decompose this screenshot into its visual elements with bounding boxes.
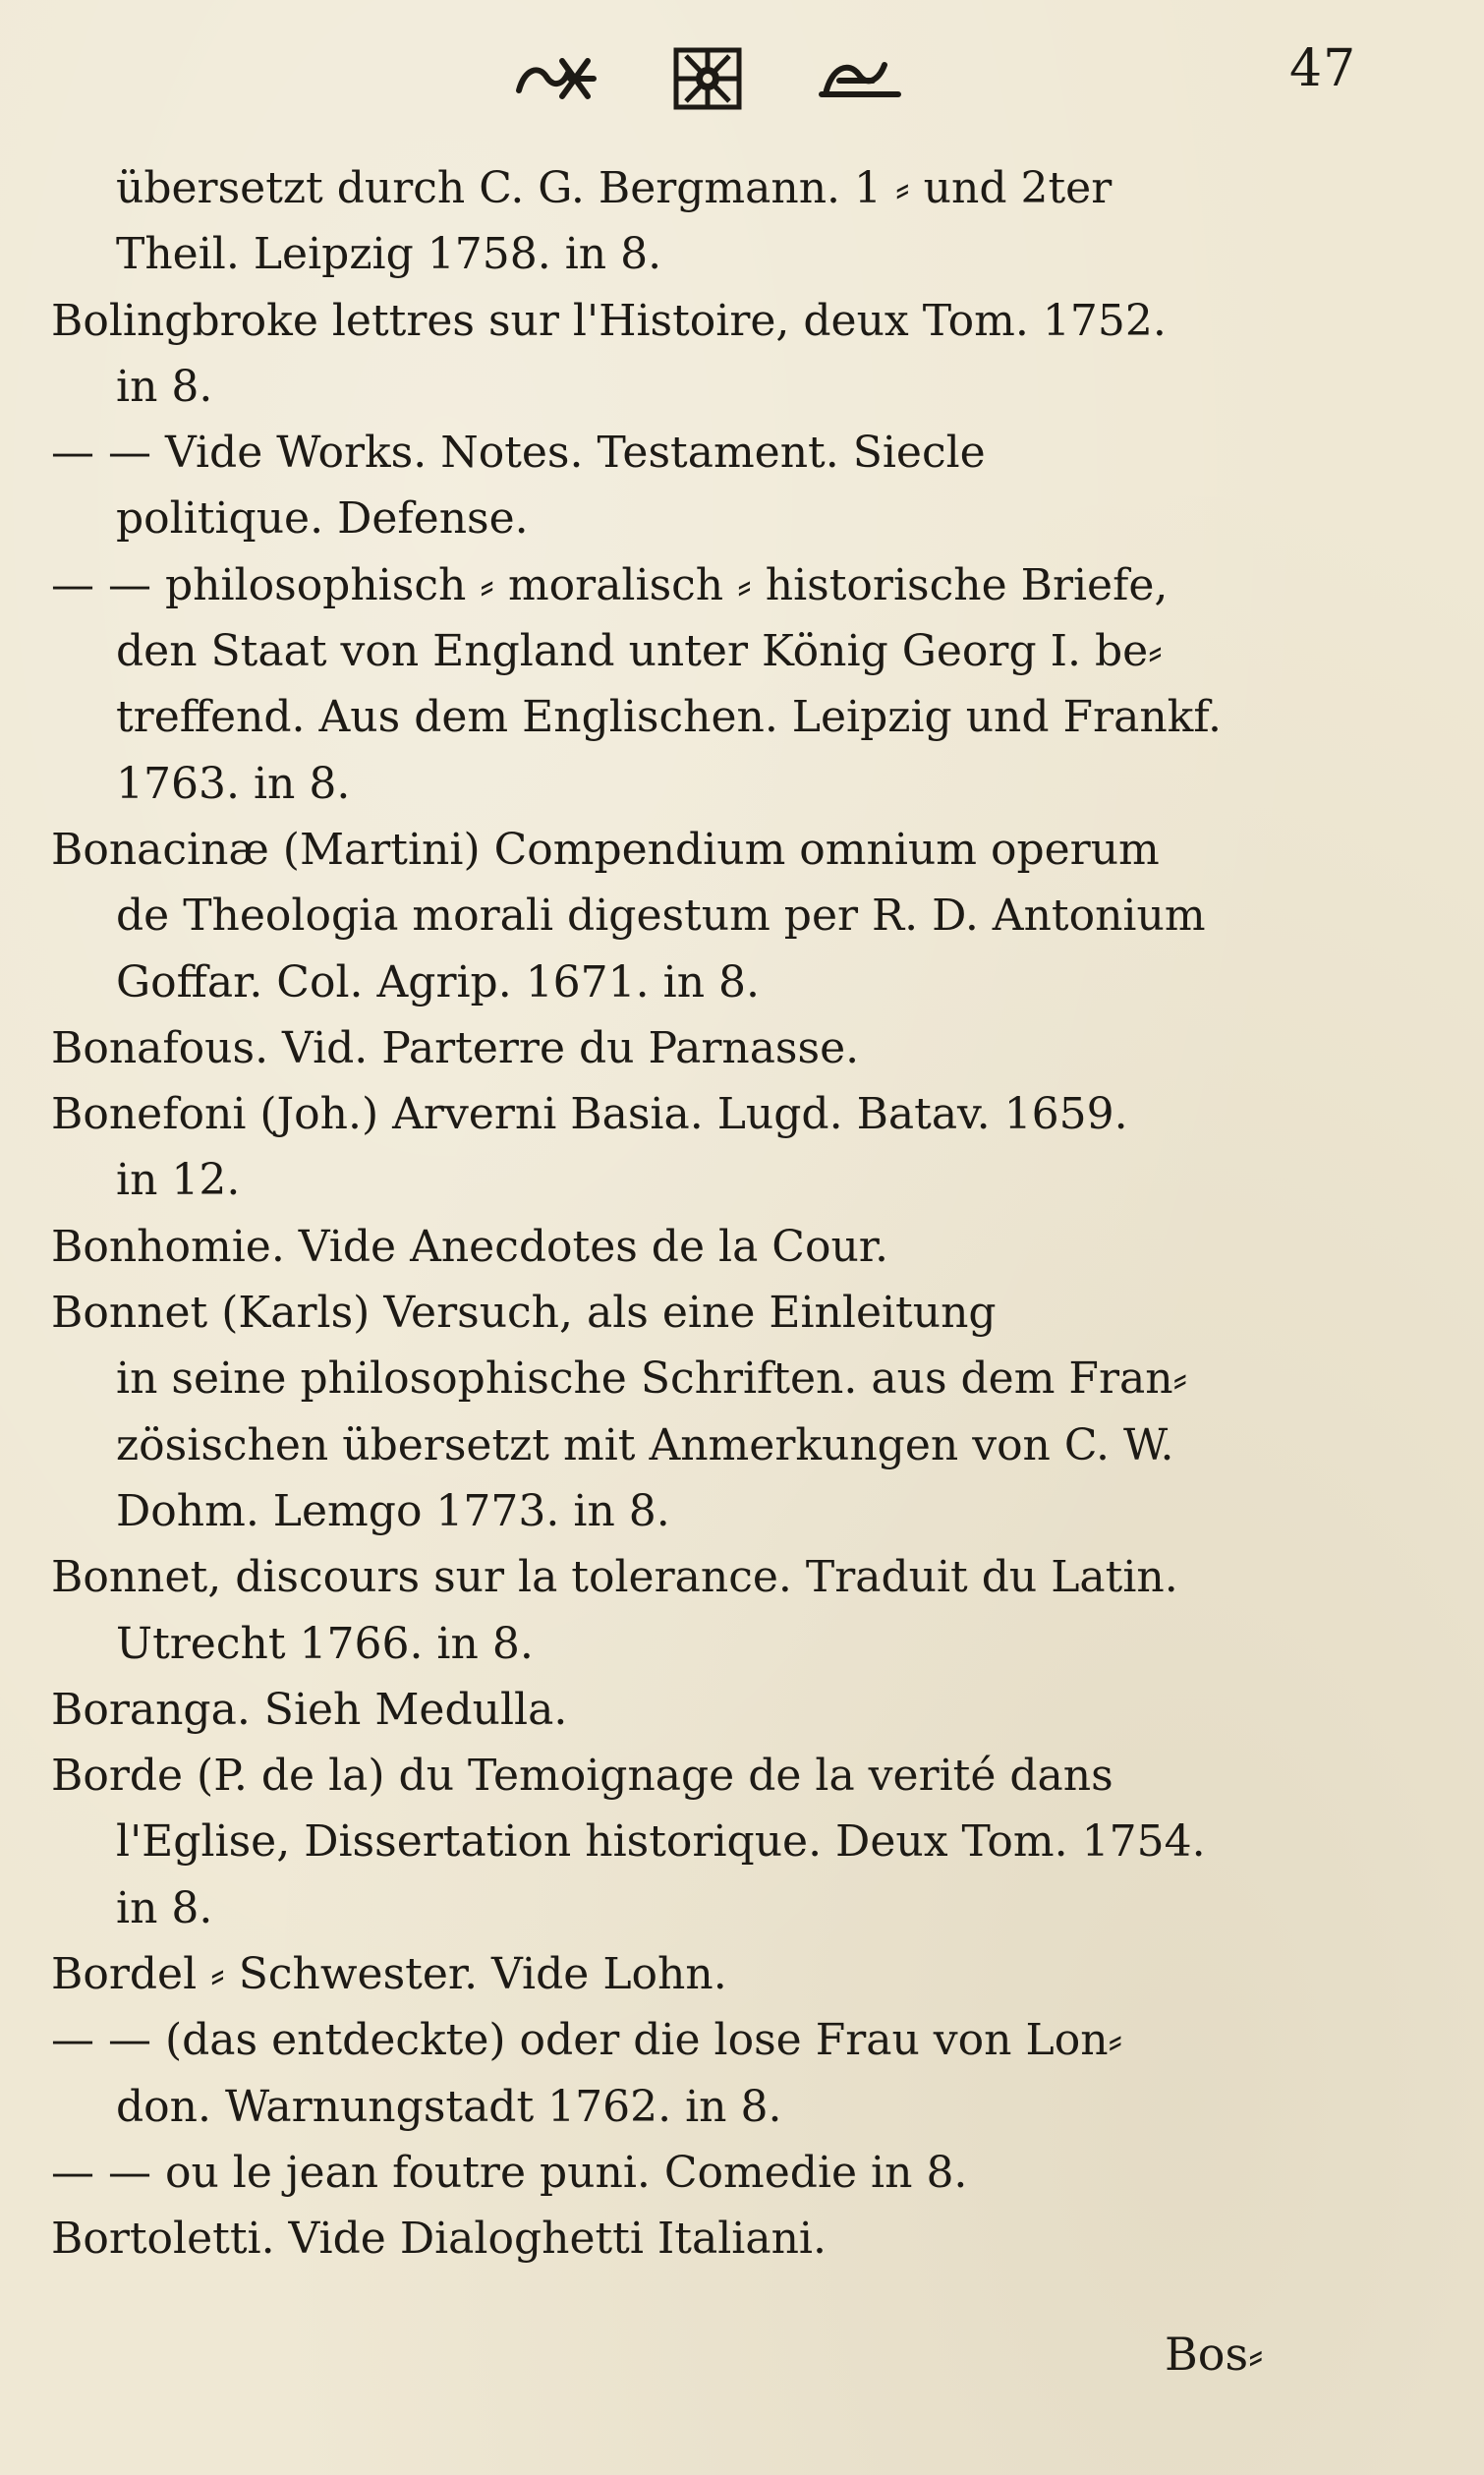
entry-headline: — — (das entdeckte) oder die lose Frau von Lon⸗ (51, 2015, 1123, 2066)
entry-headline: Bolingbroke lettres sur l'Histoire, deux Tom. 1752. (51, 295, 1167, 346)
catalogue-entry (51, 1214, 1427, 1280)
entry-headline: Bortoletti. Vide Dialoghetti Italiani. (51, 2214, 827, 2265)
catalogue-entry (51, 1280, 1427, 1544)
catalogue-entry (51, 288, 1427, 421)
catalogue-entry (51, 155, 1427, 288)
catchword: Bos⸗ (1165, 2328, 1264, 2381)
catalogue-entry (51, 2206, 1427, 2272)
entry-continuation-line: l'Eglise, Dissertation historique. Deux Tom. 1754. (116, 1816, 1206, 1868)
catalogue-entry (51, 1941, 1427, 2007)
catalogue-entry (51, 1081, 1427, 1214)
entry-continuation-line: in seine philosophische Schriften. aus dem Fran⸗ (116, 1353, 1188, 1405)
catalogue-entry (51, 1677, 1427, 1743)
entry-continuation-line: den Staat von England unter König Georg I. be⸗ (116, 626, 1163, 677)
entry-headline: — — Vide Works. Notes. Testament. Siecle (51, 428, 986, 479)
catalogue-entry (51, 1015, 1427, 1081)
catalogue-entry (51, 420, 1427, 552)
left-flourish-icon (511, 51, 599, 106)
entry-continuation-line: zösischen übersetzt mit Anmerkungen von C. W. (116, 1419, 1174, 1470)
right-flourish-icon (816, 51, 904, 106)
entry-continuation-line: in 8. (116, 1882, 213, 1933)
entry-continuation-line: übersetzt durch C. G. Bergmann. 1 ⸗ und 2ter (116, 163, 1113, 213)
entry-headline: Bonefoni (Joh.) Arverni Basia. Lugd. Batav. 1659. (51, 1089, 1128, 1140)
entry-continuation-line: Theil. Leipzig 1758. in 8. (116, 229, 662, 280)
header-ornament (511, 39, 904, 118)
entry-continuation-line: treffend. Aus dem Englischen. Leipzig und Frankf. (116, 692, 1223, 743)
catalogue-entry (51, 1544, 1427, 1677)
entry-headline: Bonnet (Karls) Versuch, als eine Einleitung (51, 1288, 997, 1339)
catalogue-entry (51, 552, 1427, 817)
entry-continuation-line: Dohm. Lemgo 1773. in 8. (116, 1485, 670, 1536)
catalogue-entry (51, 1743, 1427, 1941)
catalogue-entries (51, 155, 1427, 2273)
page-number: 47 (1289, 39, 1357, 98)
entry-headline: Boranga. Sieh Medulla. (51, 1684, 568, 1735)
entry-continuation-line: de Theologia morali digestum per R. D. Antonium (116, 891, 1206, 942)
entry-headline: Bonafous. Vid. Parterre du Parnasse. (51, 1022, 860, 1073)
catalogue-entry (51, 2007, 1427, 2140)
entry-headline: Borde (P. de la) du Temoignage de la verité dans (51, 1751, 1113, 1802)
entry-headline: Bordel ⸗ Schwester. Vide Lohn. (51, 1949, 727, 2000)
catalogue-entry (51, 817, 1427, 1015)
entry-continuation-line: Goffar. Col. Agrip. 1671. in 8. (116, 956, 761, 1007)
entry-continuation-line: don. Warnungstadt 1762. in 8. (116, 2081, 782, 2132)
entry-continuation-line: Utrecht 1766. in 8. (116, 1618, 534, 1669)
entry-continuation-line: in 12. (116, 1155, 241, 1206)
entry-headline: Bonhomie. Vide Anecdotes de la Cour. (51, 1221, 888, 1272)
entry-continuation-line: politique. Defense. (116, 493, 529, 545)
entry-continuation-line: in 8. (116, 361, 213, 412)
entry-headline: — — ou le jean foutre puni. Comedie in 8. (51, 2147, 968, 2198)
entry-headline: Bonnet, discours sur la tolerance. Traduit du Latin. (51, 1552, 1178, 1603)
entry-headline: Bonacinæ (Martini) Compendium omnium operum (51, 824, 1160, 875)
floral-rosette-icon (668, 44, 747, 113)
catalogue-entry (51, 2140, 1427, 2206)
entry-headline: — — philosophisch ⸗ moralisch ⸗ historische Briefe, (51, 559, 1169, 610)
entry-continuation-line: 1763. in 8. (116, 758, 351, 809)
